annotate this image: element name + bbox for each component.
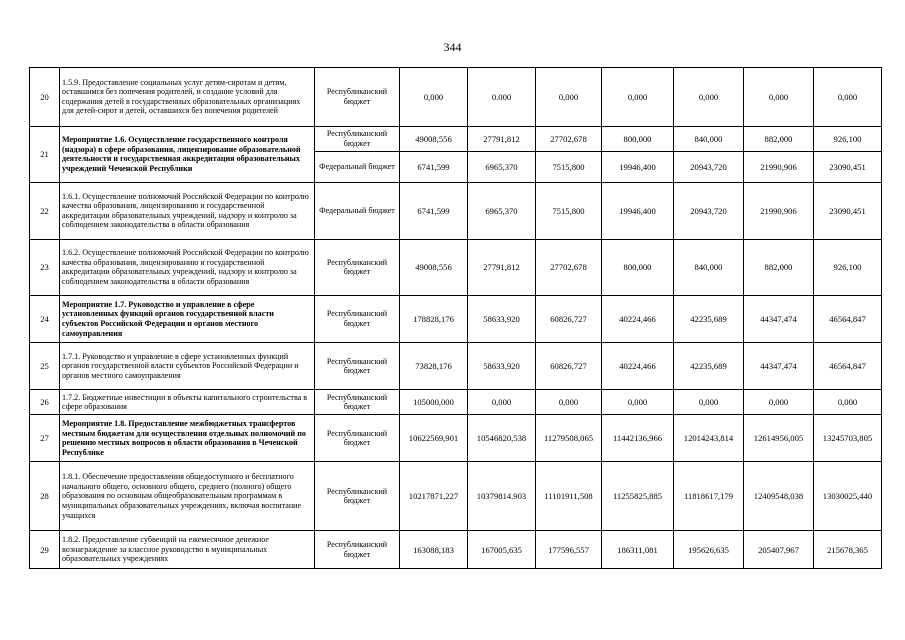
amount-cell: 27702,678 <box>536 239 602 295</box>
amount-cell: 10217871,227 <box>400 462 468 531</box>
amount-cell: 882,000 <box>744 126 814 151</box>
amount-cell: 27791,812 <box>468 126 536 151</box>
row-number: 24 <box>30 295 60 342</box>
amount-cell: 205407,967 <box>744 531 814 569</box>
amount-cell: 0.000 <box>468 68 536 127</box>
amount-cell: 60826,727 <box>536 343 602 390</box>
row-description: 1.6.2. Осуществление полномочий Российской Федерации по контролю качества образования, лицензированию и государственной аккредитации образовательных учреждений, надзору и контролю за соблюдением законодательства в области образования <box>60 239 315 295</box>
funding-source: Республиканский бюджет <box>315 68 400 127</box>
amount-cell: 0,000 <box>814 390 882 415</box>
amount-cell: 0,000 <box>744 390 814 415</box>
amount-cell: 49008,556 <box>400 126 468 151</box>
amount-cell: 6741,599 <box>400 183 468 239</box>
funding-source: Республиканский бюджет <box>315 295 400 342</box>
amount-cell: 73828,176 <box>400 343 468 390</box>
table-row <box>30 295 882 342</box>
amount-cell: 11101911,508 <box>536 462 602 531</box>
amount-cell: 10379814.903 <box>468 462 536 531</box>
funding-source: Федеральный бюджет <box>315 183 400 239</box>
amount-cell: 0,000 <box>814 68 882 127</box>
amount-cell: 0,000 <box>536 68 602 127</box>
amount-cell: 11279508,065 <box>536 415 602 462</box>
table-row <box>30 415 882 462</box>
amount-cell: 58633,920 <box>468 343 536 390</box>
funding-source: Республиканский бюджет <box>315 126 400 151</box>
budget-table <box>29 67 882 569</box>
amount-cell: 10622569,901 <box>400 415 468 462</box>
amount-cell: 46564,847 <box>814 295 882 342</box>
amount-cell: 215678,365 <box>814 531 882 569</box>
amount-cell: 19946,400 <box>602 151 674 182</box>
amount-cell: 60826,727 <box>536 295 602 342</box>
row-description: 1.6.1. Осуществление полномочий Российской Федерации по контролю качества образования, лицензированию и государственной аккредитации образовательных учреждений, надзору и контролю за соблюдением законодательства в области образования <box>60 183 315 239</box>
amount-cell: 23090,451 <box>814 183 882 239</box>
amount-cell: 23090,451 <box>814 151 882 182</box>
amount-cell: 27791,812 <box>468 239 536 295</box>
amount-cell: 20943,720 <box>674 151 744 182</box>
funding-source: Республиканский бюджет <box>315 390 400 415</box>
amount-cell: 186311,081 <box>602 531 674 569</box>
row-description: 1.7.1. Руководство и управление в сфере установленных функций органов государственной власти субъектов Российской Федерации и органов местного самоуправления <box>60 343 315 390</box>
amount-cell: 6741,599 <box>400 151 468 182</box>
amount-cell: 177596,557 <box>536 531 602 569</box>
row-number: 27 <box>30 415 60 462</box>
row-number: 22 <box>30 183 60 239</box>
amount-cell: 0,000 <box>468 390 536 415</box>
funding-source: Республиканский бюджет <box>315 343 400 390</box>
amount-cell: 0,000 <box>536 390 602 415</box>
amount-cell: 0,000 <box>602 68 674 127</box>
amount-cell: 12014243,814 <box>674 415 744 462</box>
amount-cell: 27702,678 <box>536 126 602 151</box>
amount-cell: 42235,689 <box>674 295 744 342</box>
row-description: 1.5.9. Предоставление социальных услуг детям-сиротам и детям, оставшимся без попечения родителей, и создание условий для содержания детей в государственных образовательных организациях для детей-сирот и детей, оставшихся без попечения родителей <box>60 68 315 127</box>
amount-cell: 0,000 <box>744 68 814 127</box>
amount-cell: 800,000 <box>602 126 674 151</box>
amount-cell: 7515,800 <box>536 183 602 239</box>
row-number: 26 <box>30 390 60 415</box>
amount-cell: 20943,720 <box>674 183 744 239</box>
amount-cell: 44347,474 <box>744 343 814 390</box>
amount-cell: 800,000 <box>602 239 674 295</box>
amount-cell: 49008,556 <box>400 239 468 295</box>
table-row <box>30 239 882 295</box>
amount-cell: 42235,689 <box>674 343 744 390</box>
amount-cell: 12409548,038 <box>744 462 814 531</box>
amount-cell: 105000,000 <box>400 390 468 415</box>
row-description: Мероприятие 1.6. Осуществление государственного контроля (надзора) в сфере образования, лицензирование образовательной деятельности и государственная аккредитация образовательных учреждений Чеченской Республики <box>60 126 315 182</box>
amount-cell: 19946,400 <box>602 183 674 239</box>
amount-cell: 21990,906 <box>744 151 814 182</box>
amount-cell: 840,000 <box>674 126 744 151</box>
funding-source: Республиканский бюджет <box>315 415 400 462</box>
amount-cell: 21990,906 <box>744 183 814 239</box>
page-number: 344 <box>443 40 462 54</box>
row-description: 1.7.2. Бюджетные инвестиции в объекты капитального строительства в сфере образования <box>60 390 315 415</box>
amount-cell: 840,000 <box>674 239 744 295</box>
amount-cell: 11255825,885 <box>602 462 674 531</box>
table-row <box>30 390 882 415</box>
row-number: 25 <box>30 343 60 390</box>
funding-source: Республиканский бюджет <box>315 531 400 569</box>
amount-cell: 40224,466 <box>602 295 674 342</box>
amount-cell: 13030025,440 <box>814 462 882 531</box>
amount-cell: 11818617,179 <box>674 462 744 531</box>
amount-cell: 178828,176 <box>400 295 468 342</box>
row-description: Мероприятие 1.7. Руководство и управление в сфере установленных функций органов государственной власти субъектов Российской Федерации и органов местного самоуправления <box>60 295 315 342</box>
amount-cell: 10546820,538 <box>468 415 536 462</box>
row-number: 21 <box>30 126 60 182</box>
row-number: 20 <box>30 68 60 127</box>
row-number: 23 <box>30 239 60 295</box>
table-row <box>30 343 882 390</box>
table-row <box>30 531 882 569</box>
amount-cell: 882,000 <box>744 239 814 295</box>
amount-cell: 163088,183 <box>400 531 468 569</box>
funding-source: Республиканский бюджет <box>315 239 400 295</box>
amount-cell: 7515,800 <box>536 151 602 182</box>
amount-cell: 0,000 <box>400 68 468 127</box>
amount-cell: 926,100 <box>814 239 882 295</box>
row-description: 1.8.1. Обеспечение предоставления общедоступного и бесплатного начального общего, основного общего, среднего (полного) общего образования по основным общеобразовательным программам в муниципальных образовательных учреждениях, включая воспитание учащихся <box>60 462 315 531</box>
amount-cell: 58633,920 <box>468 295 536 342</box>
amount-cell: 926,100 <box>814 126 882 151</box>
amount-cell: 167005,635 <box>468 531 536 569</box>
row-description: 1.8.2. Предоставление субвенций на ежемесячное денежное вознаграждение за классное руководство в муниципальных образовательных учреждениях <box>60 531 315 569</box>
amount-cell: 40224,466 <box>602 343 674 390</box>
row-number: 28 <box>30 462 60 531</box>
amount-cell: 0,000 <box>674 390 744 415</box>
amount-cell: 6965,370 <box>468 151 536 182</box>
amount-cell: 195626,635 <box>674 531 744 569</box>
amount-cell: 6965,370 <box>468 183 536 239</box>
funding-source: Республиканский бюджет <box>315 462 400 531</box>
amount-cell: 44347,474 <box>744 295 814 342</box>
table-row <box>30 183 882 239</box>
amount-cell: 46564,847 <box>814 343 882 390</box>
amount-cell: 0,000 <box>674 68 744 127</box>
row-number: 29 <box>30 531 60 569</box>
table-row <box>30 462 882 531</box>
amount-cell: 12614956,005 <box>744 415 814 462</box>
amount-cell: 11442136,966 <box>602 415 674 462</box>
table-row <box>30 68 882 127</box>
amount-cell: 13245703,805 <box>814 415 882 462</box>
funding-source: Федеральный бюджет <box>315 151 400 182</box>
amount-cell: 0,000 <box>602 390 674 415</box>
table-row <box>30 126 882 151</box>
row-description: Мероприятие 1.8. Предоставление межбюджетных трансфертов местным бюджетам для осуществления отдельных полномочий по решению местных вопросов в области образования в Чеченской Республике <box>60 415 315 462</box>
